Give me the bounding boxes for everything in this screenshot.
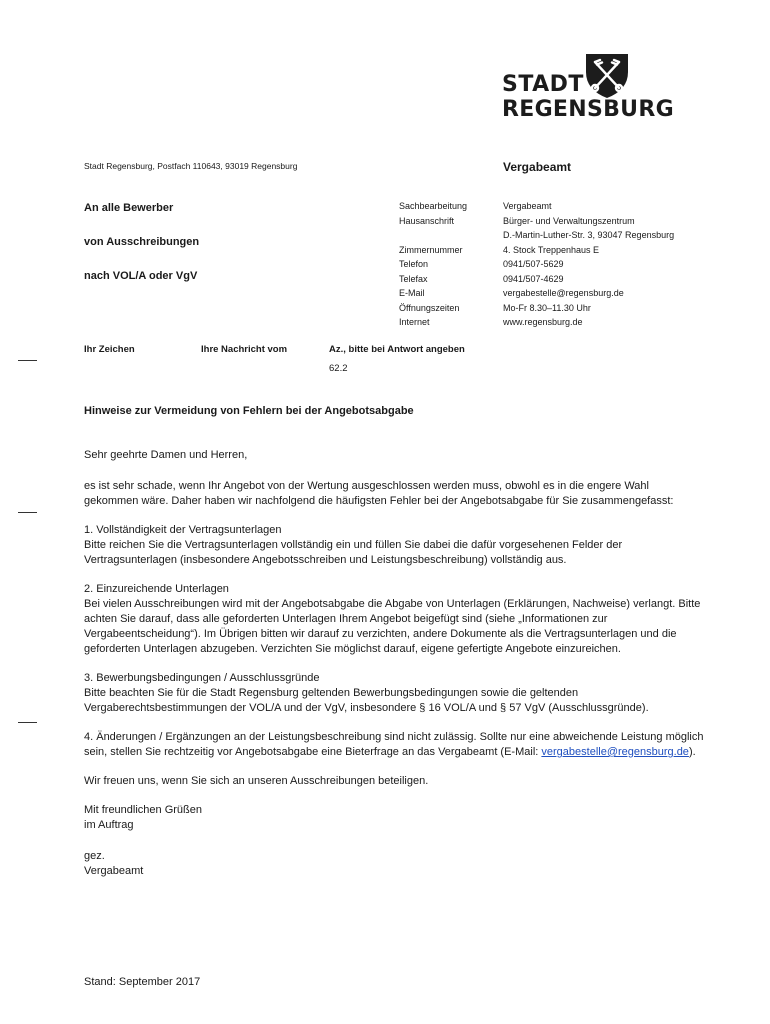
contact-value: D.-Martin-Luther-Str. 3, 93047 Regensburg	[503, 230, 675, 240]
section-3-title: 3. Bewerbungsbedingungen / Ausschlussgründe	[84, 672, 320, 684]
contact-value: Mo-Fr 8.30–11.30 Uhr	[503, 302, 591, 313]
logo-line-regensburg: REGENSBURG	[502, 97, 674, 122]
contact-label: Öffnungszeiten	[399, 302, 460, 313]
section-1-text: Bitte reichen Sie die Vertragsunterlagen vollständig ein und füllen Sie dabei die dafür vorgesehenen Felder der Vertragsunterlagen (insbesondere Angebotsschreiben und Leistungsbeschreibung) vollständig aus.	[84, 539, 623, 566]
reference-ihre-nachricht: Ihre Nachricht vom	[201, 344, 288, 355]
contact-label: Sachbearbeitung	[399, 201, 468, 211]
recipient-line: von Ausschreibungen	[84, 236, 200, 248]
contact-label: Zimmernummer	[399, 244, 463, 255]
fold-mark-top	[18, 360, 37, 361]
greeting-line: Mit freundlichen Grüßen	[84, 804, 202, 816]
contact-website[interactable]: www.regensburg.de	[503, 317, 583, 327]
contact-value: Bürger- und Verwaltungszentrum	[503, 215, 635, 226]
greeting-line: im Auftrag	[84, 819, 134, 831]
signature-line: Vergabeamt	[84, 865, 144, 877]
email-link[interactable]: vergabestelle@regensburg.de	[541, 746, 689, 758]
section-4-text: 4. Änderungen / Ergänzungen an der Leistungsbeschreibung sind nicht zulässig. Sollte nur eine abweichende Leistung möglich sein, stellen Sie rechtzeitig vor Angebotsabgabe eine Bieterfrage an das Vergabeamt (E-Mail:	[84, 731, 704, 758]
section-2-title: 2. Einzureichende Unterlagen	[84, 583, 229, 595]
contact-label	[399, 228, 467, 243]
reference-ihr-zeichen: Ihr Zeichen	[84, 344, 135, 355]
contact-value: 4. Stock Treppenhaus E	[503, 244, 600, 255]
contact-value: Vergabeamt	[503, 201, 552, 211]
department-heading: Vergabeamt	[503, 160, 572, 174]
contact-label: Hausanschrift	[399, 215, 455, 226]
signature-line: gez.	[84, 850, 105, 862]
closing-paragraph: Wir freuen uns, wenn Sie sich an unseren Ausschreibungen beteiligen.	[84, 775, 429, 787]
document-date-stand: Stand: September 2017	[84, 976, 201, 988]
recipient-block	[84, 202, 199, 304]
contact-labels	[399, 199, 467, 330]
section-4-paragraph	[84, 730, 704, 760]
section-3-text: Bitte beachten Sie für die Stadt Regensburg geltenden Bewerbungsbedingungen sowie die geltenden Vergaberechtsbestimmungen der VOL/A und der VgV, insbesondere § 16 VOL/A und § 57 VgV (Ausschlussgründe).	[84, 687, 649, 714]
contact-values	[503, 199, 674, 330]
recipient-line: An alle Bewerber	[84, 202, 174, 214]
sender-return-address: Stadt Regensburg, Postfach 110643, 93019 Regensburg	[84, 161, 298, 171]
salutation: Sehr geehrte Damen und Herren,	[84, 449, 248, 461]
section-1-title: 1. Vollständigkeit der Vertragsunterlagen	[84, 524, 282, 536]
contact-label: Telefon	[399, 259, 429, 269]
logo-line-stadt: STADT	[502, 72, 584, 97]
contact-email[interactable]: vergabestelle@regensburg.de	[503, 288, 624, 298]
contact-label: Internet	[399, 317, 430, 327]
city-logo	[502, 50, 677, 130]
section-2-text: Bei vielen Ausschreibungen wird mit der Angebotsabgabe die Abgabe von Unterlagen (Erklärungen, Nachweise) verlangt. Bitte achten Sie darauf, dass alle geforderten Unterlagen Ihrem Angebot beigefügt sind (siehe „Informationen zur Vergabeentscheidung“). Im Übrigen bitten wir darauf zu verzichten, andere Dokumente als die Vertragsunterlagen und die geforderten Unterlagen abzugeben. Verzichten Sie möglichst darauf, eigene gefertigte Angebote einzureichen.	[84, 598, 701, 655]
letter-body	[84, 448, 704, 879]
contact-value: 0941/507-5629	[503, 259, 564, 269]
contact-label: Telefax	[399, 273, 428, 284]
fold-mark-bottom	[18, 722, 37, 723]
letter-subject: Hinweise zur Vermeidung von Fehlern bei der Angebotsabgabe	[84, 405, 414, 417]
reference-az-value: 62.2	[329, 363, 348, 374]
section-4-text-end: ).	[688, 746, 696, 758]
logo-wordmark	[502, 72, 674, 122]
fold-mark-middle	[18, 512, 37, 513]
reference-az-label: Az., bitte bei Antwort angeben	[329, 344, 465, 355]
contact-label: E-Mail	[399, 288, 425, 298]
intro-paragraph: es ist sehr schade, wenn Ihr Angebot von der Wertung ausgeschlossen werden muss, obwohl es in die engere Wahl gekommen wäre. Daher haben wir nachfolgend die häufigsten Fehler bei der Angebotsabgabe für Sie zusammengefasst:	[84, 480, 674, 507]
recipient-line: nach VOL/A oder VgV	[84, 270, 198, 282]
contact-value: 0941/507-4629	[503, 273, 564, 284]
